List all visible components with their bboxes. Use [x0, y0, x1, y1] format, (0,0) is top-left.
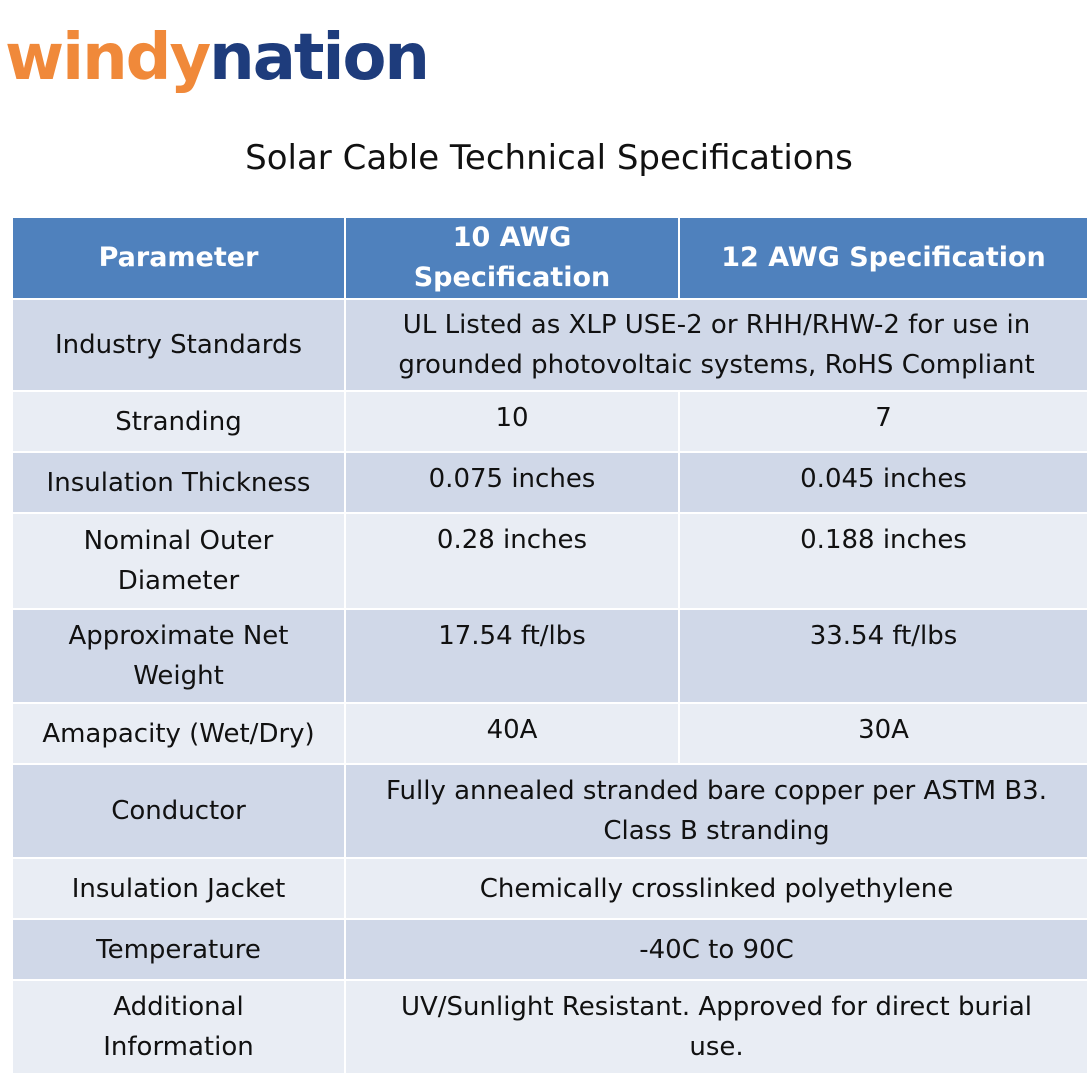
table-row: [12, 452, 1088, 513]
awg12-value-cell: 7: [679, 391, 1088, 452]
param-cell: Temperature: [12, 919, 345, 980]
logo-windy-text: windy: [5, 21, 210, 95]
param-cell: Insulation Thickness: [12, 452, 345, 513]
param-cell: Nominal Outer Diameter: [12, 513, 345, 609]
table-row: [12, 919, 1088, 980]
table-row: [12, 703, 1088, 764]
merged-value-cell: -40C to 90C: [345, 919, 1088, 980]
awg12-value-cell: 30A: [679, 703, 1088, 764]
param-cell: Insulation Jacket: [12, 858, 345, 919]
table-row: [12, 299, 1088, 391]
awg10-value-cell: 40A: [345, 703, 679, 764]
header-10awg: 10 AWG Specification: [345, 217, 679, 299]
awg10-value-cell: 10: [345, 391, 679, 452]
table-header-row: [12, 217, 1088, 299]
merged-value-cell: Chemically crosslinked polyethylene: [345, 858, 1088, 919]
table-row: [12, 513, 1088, 609]
table-row: [12, 391, 1088, 452]
param-cell: Amapacity (Wet/Dry): [12, 703, 345, 764]
param-cell: Industry Standards: [12, 299, 345, 391]
param-cell: Stranding: [12, 391, 345, 452]
awg10-value-cell: 0.075 inches: [345, 452, 679, 513]
logo-nation-text: nation: [209, 21, 428, 95]
spec-table: [11, 216, 1088, 1075]
awg10-value-cell: 17.54 ft/lbs: [345, 609, 679, 703]
header-12awg: 12 AWG Specification: [679, 217, 1088, 299]
awg12-value-cell: 33.54 ft/lbs: [679, 609, 1088, 703]
param-cell: Approximate Net Weight: [12, 609, 345, 703]
awg10-value-cell: 0.28 inches: [345, 513, 679, 609]
windynation-logo: [5, 18, 428, 98]
table-row: [12, 858, 1088, 919]
merged-value-cell: UL Listed as XLP USE-2 or RHH/RHW-2 for use in grounded photovoltaic systems, RoHS Compliant: [345, 299, 1088, 391]
awg12-value-cell: 0.188 inches: [679, 513, 1088, 609]
page-title: Solar Cable Technical Specifications: [245, 138, 853, 178]
table-row: [12, 980, 1088, 1074]
merged-value-cell: UV/Sunlight Resistant. Approved for direct burial use.: [345, 980, 1088, 1074]
table-row: [12, 764, 1088, 858]
header-parameter: Parameter: [12, 217, 345, 299]
merged-value-cell: Fully annealed stranded bare copper per ASTM B3. Class B stranding: [345, 764, 1088, 858]
table-row: [12, 609, 1088, 703]
param-cell: Additional Information: [12, 980, 345, 1074]
param-cell: Conductor: [12, 764, 345, 858]
awg12-value-cell: 0.045 inches: [679, 452, 1088, 513]
